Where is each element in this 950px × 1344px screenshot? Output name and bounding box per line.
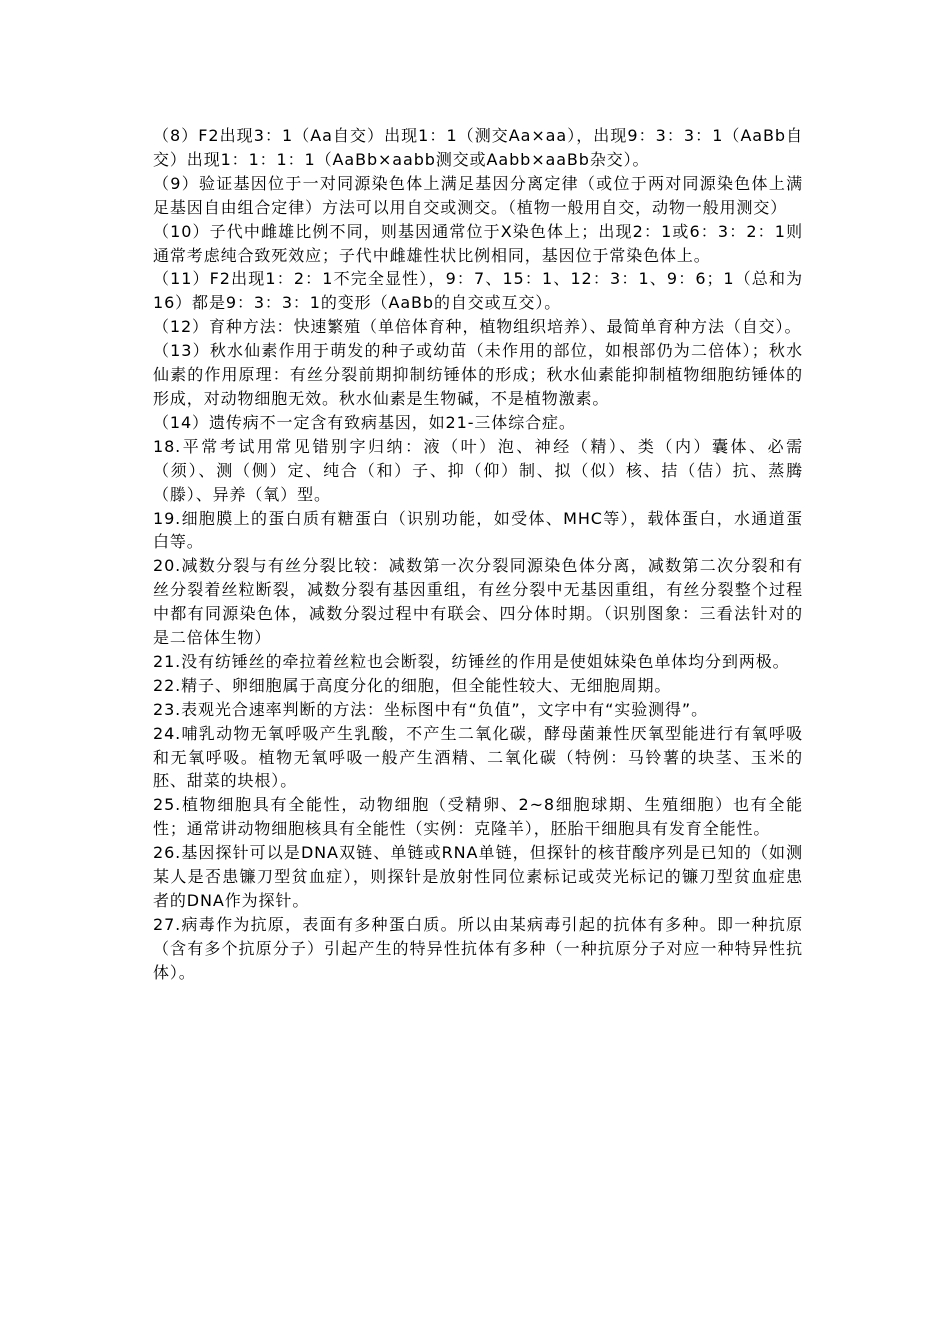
paragraph-11: （11）F2出现1：2：1不完全显性），9：7、15：1、12：3：1、9：6；1（总和为16）都是9：3：3：1的变形（AaBb的自交或互交）。	[153, 269, 803, 313]
paragraph-9: （9）验证基因位于一对同源染色体上满足基因分离定律（或位于两对同源染色体上满足基因自由组合定律）方法可以用自交或测交。（植物一般用自交，动物一般用测交）	[153, 173, 803, 217]
item-20: 20.减数分裂与有丝分裂比较：减数第一次分裂同源染色体分离，减数第二次分裂和有丝分裂着丝粒断裂，减数分裂有基因重组，有丝分裂中无基因重组，有丝分裂整个过程中都有同源染色体，减数分裂过程中有联会、四分体时期。（识别图象：三看法针对的是二倍体生物）	[153, 556, 803, 648]
item-21: 21.没有纺锤丝的牵拉着丝粒也会断裂，纺锤丝的作用是使姐妹染色单体均分到两极。	[153, 651, 790, 671]
item-26: 26.基因探针可以是DNA双链、单链或RNA单链，但探针的核苷酸序列是已知的（如测某人是否患镰刀型贫血症），则探针是放射性同位素标记或荧光标记的镰刀型贫血症患者的DNA作为探针。	[153, 843, 803, 910]
paragraph-13: （13）秋水仙素作用于萌发的种子或幼苗（未作用的部位，如根部仍为二倍体）；秋水仙素的作用原理：有丝分裂前期抑制纺锤体的形成；秋水仙素能抑制植物细胞纺锤体的形成，对动物细胞无效。秋水仙素是生物碱，不是植物激素。	[153, 341, 803, 408]
item-23: 23.表观光合速率判断的方法：坐标图中有“负值”，文字中有“实验测得”。	[153, 699, 709, 719]
item-18: 18.平常考试用常见错别字归纳：液（叶）泡、神经（精）、类（内）囊体、必需（须）、测（侧）定、纯合（和）子、抑（仰）制、拟（似）核、拮（佶）抗、蒸腾（滕）、异养（氧）型。	[153, 436, 803, 504]
paragraph-14: （14）遗传病不一定含有致病基因，如21-三体综合症。	[153, 412, 576, 432]
item-27: 27.病毒作为抗原，表面有多种蛋白质。所以由某病毒引起的抗体有多种。即一种抗原（含有多个抗原分子）引起产生的特异性抗体有多种（一种抗原分子对应一种特异性抗体）。	[153, 914, 803, 982]
paragraph-8: （8）F2出现3：1（Aa自交）出现1：1（测交Aa×aa），出现9：3：3：1（AaBb自交）出现1：1：1：1（AaBb×aabb测交或Aabb×aaBb杂交）。	[153, 126, 803, 169]
item-19: 19.细胞膜上的蛋白质有糖蛋白（识别功能，如受体、MHC等），载体蛋白，水通道蛋白等。	[153, 508, 803, 552]
item-24: 24.哺乳动物无氧呼吸产生乳酸，不产生二氧化碳，酵母菌兼性厌氧型能进行有氧呼吸和无氧呼吸。植物无氧呼吸一般产生酒精、二氧化碳（特例：马铃薯的块茎、玉米的胚、甜菜的块根）。	[153, 723, 803, 791]
paragraph-10: （10）子代中雌雄比例不同，则基因通常位于X染色体上；出现2：1或6：3：2：1则通常考虑纯合致死效应；子代中雌雄性状比例相同，基因位于常染色体上。	[153, 221, 803, 265]
paragraph-12: （12）育种方法：快速繁殖（单倍体育种，植物组织培养）、最简单育种方法（自交）。	[153, 317, 802, 337]
item-25: 25.植物细胞具有全能性，动物细胞（受精卵、2~8细胞球期、生殖细胞）也有全能性；通常讲动物细胞核具有全能性（实例：克隆羊），胚胎干细胞具有发育全能性。	[153, 795, 803, 839]
item-22: 22.精子、卵细胞属于高度分化的细胞，但全能性较大、无细胞周期。	[153, 675, 672, 695]
document-body	[153, 124, 803, 985]
